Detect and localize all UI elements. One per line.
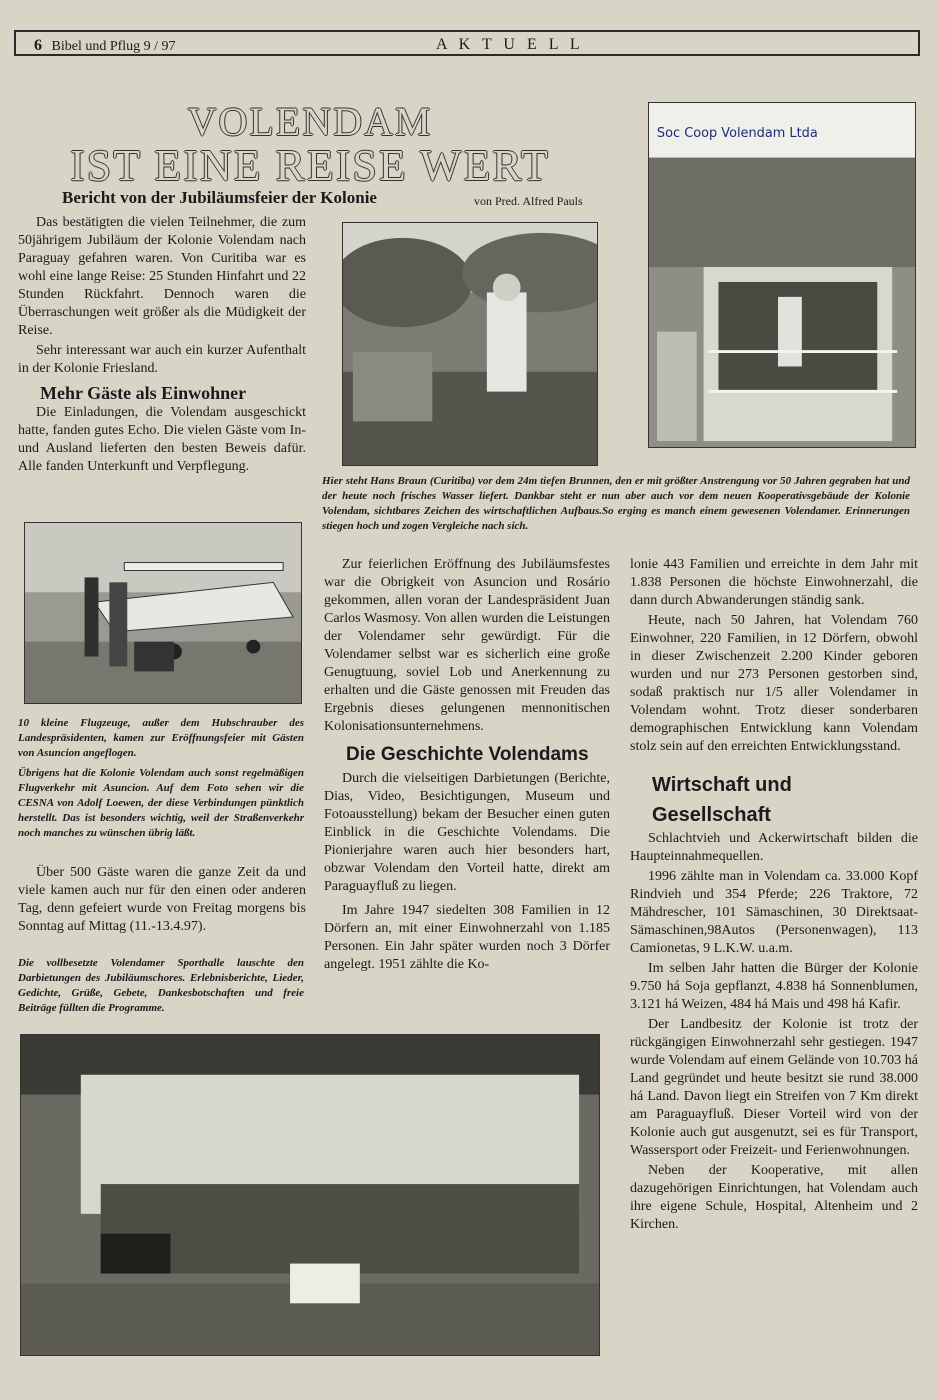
paragraph: Der Landbesitz der Kolonie ist trotz der rückgängigen Einwohnerzahl sehr gestiegen. 1947 wurde Volendam auf einem Gelände von 10.703 há Land gegründet und heute besitzt sie rund 38.000 há Land. Davon liegt ein Streifen von 7 Km direkt am Paraguayfluß. Dieser Vorteil wird von der Kolonie auch gut ausgenutzt, sei es für Transport, Wassersport oder Freizeit- und Ferienwohnungen.: [630, 1017, 918, 1158]
paragraph: Sehr interessant war auch ein kurzer Aufenthalt in der Kolonie Friesland.: [18, 343, 306, 376]
paragraph: Durch die vielseitigen Darbietungen (Berichte, Dias, Video, Besichtigungen, Museum und Fotoausstellung) bekam der Besucher einen guten Einblick in die Geschichte Volendams. Die Pionierjahre waren auch hier besonders hart, obzwar Volendam den Vorteil hatte, direkt am Paraguayfluß zu liegen.: [324, 771, 610, 894]
choir-photo: [20, 1034, 600, 1356]
paragraph: Das bestätigten die vielen Teilnehmer, die zum 50jährigem Jubiläum der Kolonie Volendam nach Paraguay gefahren waren. Von Curitiba war es wohl eine lange Reise: 25 Stunden Hinfahrt und 22 Stunden Rückfahrt. Dennoch waren die Überraschungen weit größer als die Müdigkeit der Reise.: [18, 215, 306, 338]
column-1-top: [18, 214, 306, 478]
page-info: [34, 37, 176, 55]
article-title-line2: IST EINE REISE WERT: [70, 141, 550, 190]
heading-line: Gesellschaft: [652, 804, 771, 826]
paragraph: Im Jahre 1947 siedelten 308 Familien in 12 Dörfern an, mit einer Einwohnerzahl von 1.185 Personen. Ein Jahr später wurden noch 3 Dörfer angelegt. 1951 zählte die Ko-: [324, 903, 610, 972]
paragraph: Über 500 Gäste waren die ganze Zeit da und viele kamen auch nur für den einen oder anderen Tag, denn gefeiert wurde von Freitag morgens bis Sonntag auf Mittag (11.-13.4.97).: [18, 865, 306, 934]
paragraph: Neben der Kooperative, mit allen dazugehörigen Einrichtungen, hat Volendam auch ihre eigene Schule, Hospital, Altenheim und 2 Kirchen.: [630, 1163, 918, 1232]
paragraph: 1996 zählte man in Volendam ca. 33.000 Kopf Rindvieh und 354 Pferde; 226 Traktore, 72 Mähdrescher, 101 Sämaschinen, 30 Direktsaat- Sämaschinen,98Autos (Personenwagen), 113 Camionetas, 9 L.K.W. u.a.m.: [630, 869, 918, 956]
paragraph: lonie 443 Familien und erreichte in dem Jahr mit 1.838 Personen die höchste Einwohnerzahl, die dann durch Abwanderungen ständig sank.: [630, 557, 918, 608]
cooperative-sign-text: Soc Coop Volendam Ltda: [656, 125, 818, 141]
section-heading: [652, 770, 918, 830]
page-number: 6: [34, 37, 42, 54]
article-byline: von Pred. Alfred Pauls: [474, 194, 583, 208]
paragraph: Zur feierlichen Eröffnung des Jubiläumsfestes war die Obrigkeit von Asuncion und Rosário gekommen, allen voran der Landespräsident Juan Carlos Wasmosy. Von allen wurden die Leistungen der Volendamer sehr gewürdigt. Für die Volendamer selbst war es sicherlich eine große Genugtuung, soviel Lob und Anerkennung zu erhalten und die Gäste genossen mit Freuden das Ergebnis dieses gelungenen mennonitischen Kolonisationsunternehmens.: [324, 557, 610, 734]
well-caption: Hier steht Hans Braun (Curitiba) vor dem 24m tiefen Brunnen, den er mit größter Anstrengung vor 50 Jahren gegraben hat und der heute noch frisches Wasser liefert. Dankbar steht er nun aber auch vor dem neuen Kooperativsgebäude der Kolonie Volendam, sichtbares Zeichen des wirtschaftlichen Aufbaus.So erging es manch einem gewesenen Volendamer. Erinnerungen stiegen hoch und zogen Vergleiche nach sich.: [322, 475, 910, 532]
column-2: [324, 556, 610, 976]
paragraph: Die Einladungen, die Volendam ausgeschickt hatte, fanden gutes Echo. Die vielen Gäste vom In- und Ausland lieferten den besten Beweis dafür. Alle fanden Unterkunft und Verpflegung.: [18, 405, 306, 474]
heading-line: Wirtschaft und: [652, 774, 792, 796]
cooperative-photo: [648, 102, 916, 448]
page-header: [14, 30, 920, 56]
airplane-caption: 10 kleine Flugzeuge, außer dem Hubschrauber des Landespräsidenten, kamen zur Eröffnungsfeier mit Gästen von Asuncion angeflogen.: [18, 717, 304, 759]
airplane-caption-2: Übrigens hat die Kolonie Volendam auch sonst regelmäßigen Flugverkehr mit Asuncion. Auf dem Foto sehen wir die CESNA von Adolf Loewen, der diese Verbindungen pünktlich herstellt. Das ist besonders wichtig, weil der Straßenverkehr noch manches zu wünschen übrig läßt.: [18, 767, 304, 839]
section-heading: Mehr Gäste als Einwohner: [40, 383, 247, 403]
section-title: A K T U E L L: [436, 36, 584, 53]
airplane-photo: [24, 522, 302, 704]
choir-caption: Die vollbesetzte Volendamer Sporthalle lauschte den Darbietungen des Jubiläumschores. Erlebnisberichte, Lieder, Gedichte, Grüße, Gebete, Dankesbotschaften und freie Beiträge füllten die Programme.: [18, 957, 304, 1014]
paragraph: Schlachtvieh und Ackerwirtschaft bilden die Haupteinnahmequellen.: [630, 831, 918, 864]
well-photo: [342, 222, 598, 466]
column-3: [630, 556, 918, 1236]
publication-name: Bibel und Pflug 9 / 97: [51, 39, 176, 54]
paragraph: Heute, nach 50 Jahren, hat Volendam 760 Einwohner, 220 Familien, in 12 Dörfern, obwohl in dieser Zwischenzeit 2.200 Kinder geboren wurden und nur 273 Personen gestorben sind, sodaß praktisch nur 1/5 aller Volendamer in Volendam wohnt. Trotz dieser sonderbaren demographischen Entwicklung kann Volendam stolz sein auf den erreichten Entwicklungsstand.: [630, 613, 918, 754]
column-1-bottom: [18, 864, 306, 938]
article-subheading: Bericht von der Jubiläumsfeier der Kolonie: [62, 188, 377, 207]
section-heading: Die Geschichte Volendams: [346, 744, 589, 765]
paragraph: Im selben Jahr hatten die Bürger der Kolonie 9.750 há Soja gepflanzt, 4.838 há Sonnenblumen, 3.121 há Weizen, 484 há Mais und 498 há Kafir.: [630, 961, 918, 1012]
article-title-line1: VOLENDAM: [187, 99, 433, 144]
